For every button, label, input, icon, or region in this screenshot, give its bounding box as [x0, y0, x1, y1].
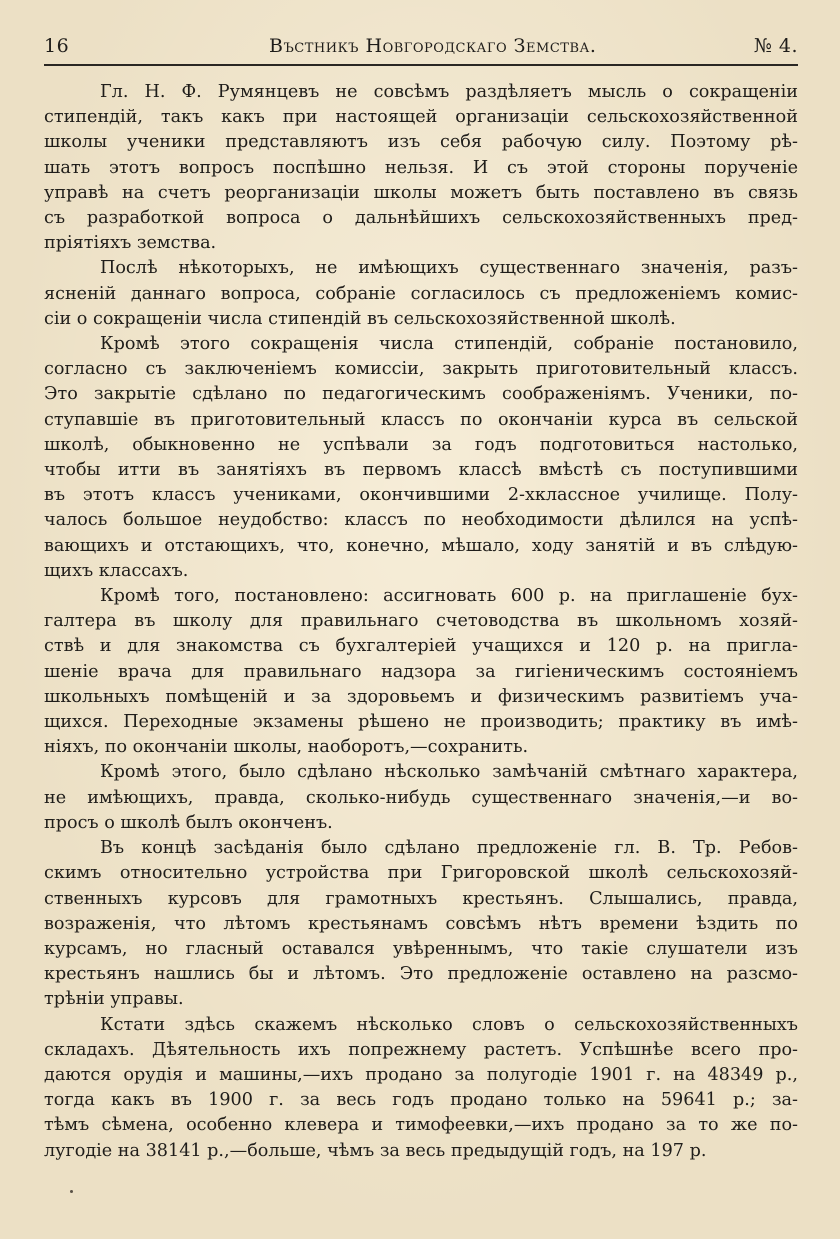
text-line: чтобы итти въ занятіяхъ въ первомъ классѣ вмѣстѣ съ поступившими: [44, 460, 798, 481]
text-line: съ разработкой вопроса о дальнѣйшихъ сельскохозяйственныхъ пред-: [44, 208, 798, 229]
text-line: ственныхъ курсовъ для грамотныхъ крестьянъ. Слышались, правда,: [44, 888, 798, 909]
paragraph: [44, 1013, 798, 1164]
body-text: [44, 80, 798, 1164]
text-line: стипендій, такъ какъ при настоящей организаціи сельскохозяйственной: [44, 107, 798, 128]
paragraph: [44, 80, 798, 256]
text-line: даются орудія и машины,—ихъ продано за полугодіе 1901 г. на 48349 р.,: [44, 1064, 798, 1085]
header-rule: [44, 64, 798, 66]
text-line: трѣніи управы.: [44, 989, 184, 1010]
text-line: просъ о школѣ былъ оконченъ.: [44, 812, 333, 833]
text-line: курсамъ, но гласный оставался увѣреннымъ, что такіе слушатели изъ: [44, 938, 798, 959]
paragraph: [44, 760, 798, 836]
text-line: Въ концѣ засѣданія было сдѣлано предложеніе гл. В. Тр. Ребов-: [100, 838, 798, 859]
paragraph: [44, 836, 798, 1012]
text-line: Кромѣ этого сокращенія числа стипендій, собраніе постановило,: [100, 334, 798, 355]
text-line: крестьянъ нашлись бы и лѣтомъ. Это предложеніе оставлено на разсмо-: [44, 964, 798, 985]
text-line: ясненій даннаго вопроса, собраніе согласилось съ предложеніемъ комис-: [44, 283, 798, 304]
paragraph: [44, 584, 798, 760]
text-line: тогда какъ въ 1900 г. за весь годъ продано только на 59641 р.; за-: [44, 1090, 798, 1111]
text-line: возраженія, что лѣтомъ крестьянамъ совсѣмъ нѣтъ времени ѣздить по: [44, 913, 798, 934]
text-line: школѣ, обыкновенно не успѣвали за годъ подготовиться настолько,: [44, 434, 798, 455]
journal-title: Въстникъ Новгородскаго Земства.: [269, 35, 597, 57]
text-line: въ этотъ классъ учениками, окончившими 2-хклассное училище. Полу-: [44, 485, 798, 506]
text-line: согласно съ заключеніемъ комиссіи, закрыть приготовительный классъ.: [44, 359, 798, 380]
text-line: школы ученики представляютъ изъ себя рабочую силу. Поэтому рѣ-: [44, 132, 798, 153]
text-line: вающихъ и отстающихъ, что, конечно, мѣшало, ходу занятій и въ слѣдую-: [44, 535, 798, 556]
text-line: галтера въ школу для правильнаго счетоводства въ школьномъ хозяй-: [44, 611, 798, 632]
paper-speck: [70, 1190, 73, 1193]
text-line: Кромѣ этого, было сдѣлано нѣсколько замѣчаній смѣтнаго характера,: [100, 762, 798, 783]
text-line: школьныхъ помѣщеній и за здоровьемъ и физическимъ развитіемъ уча-: [44, 686, 798, 707]
text-line: сіи о сокращеніи числа стипендій въ сельскохозяйственной школѣ.: [44, 308, 676, 329]
text-line: ствѣ и для знакомства съ бухгалтеріей учащихся и 120 р. на пригла-: [44, 636, 798, 657]
text-line: Кромѣ того, постановлено: ассигновать 600 р. на приглашеніе бух-: [100, 586, 798, 607]
text-line: ступавшіе въ приготовительный классъ по окончаніи курса въ сельской: [44, 409, 798, 430]
text-line: щихъ классахъ.: [44, 560, 189, 581]
text-line: Гл. Н. Ф. Румянцевъ не совсѣмъ раздѣляетъ мысль о сокращеніи: [100, 82, 798, 102]
paragraph: [44, 256, 798, 332]
running-header: [44, 32, 798, 60]
text-line: скимъ относительно устройства при Григоровской школѣ сельскохозяй-: [44, 863, 798, 884]
paragraph: [44, 332, 798, 584]
text-line: не имѣющихъ, правда, сколько-нибудь существеннаго значенія,—и во-: [44, 787, 798, 808]
text-line: пріятіяхъ земства.: [44, 233, 217, 254]
text-line: складахъ. Дѣятельность ихъ попрежнему растетъ. Успѣшнѣе всего про-: [44, 1039, 798, 1060]
text-line: Послѣ нѣкоторыхъ, не имѣющихъ существеннаго значенія, разъ-: [100, 258, 798, 279]
text-line: шать этотъ вопросъ поспѣшно нельзя. И съ этой стороны порученіе: [44, 157, 798, 178]
text-line: Кстати здѣсь скажемъ нѣсколько словъ о сельскохозяйственныхъ: [100, 1014, 798, 1035]
text-line: лугодіе на 38141 р.,—больше, чѣмъ за весь предыдущій годъ, на 197 р.: [44, 1140, 707, 1161]
text-line: шеніе врача для правильнаго надзора за гигіеническимъ состояніемъ: [44, 661, 798, 682]
text-line: Это закрытіе сдѣлано по педагогическимъ соображеніямъ. Ученики, по-: [44, 384, 798, 405]
text-line: управѣ на счетъ реорганизаціи школы можетъ быть поставлено въ связь: [44, 182, 798, 203]
page-number: 16: [44, 35, 70, 57]
text-line: тѣмъ сѣмена, особенно клевера и тимофеевки,—ихъ продано за то же по-: [44, 1115, 798, 1136]
text-line: щихся. Переходные экзамены рѣшено не производить; практику въ имѣ-: [44, 712, 798, 733]
issue-number: № 4.: [753, 35, 798, 57]
text-line: чалось большое неудобство: классъ по необходимости дѣлился на успѣ-: [44, 510, 798, 531]
text-line: ніяхъ, по окончаніи школы, наоборотъ,—сохранить.: [44, 737, 529, 758]
